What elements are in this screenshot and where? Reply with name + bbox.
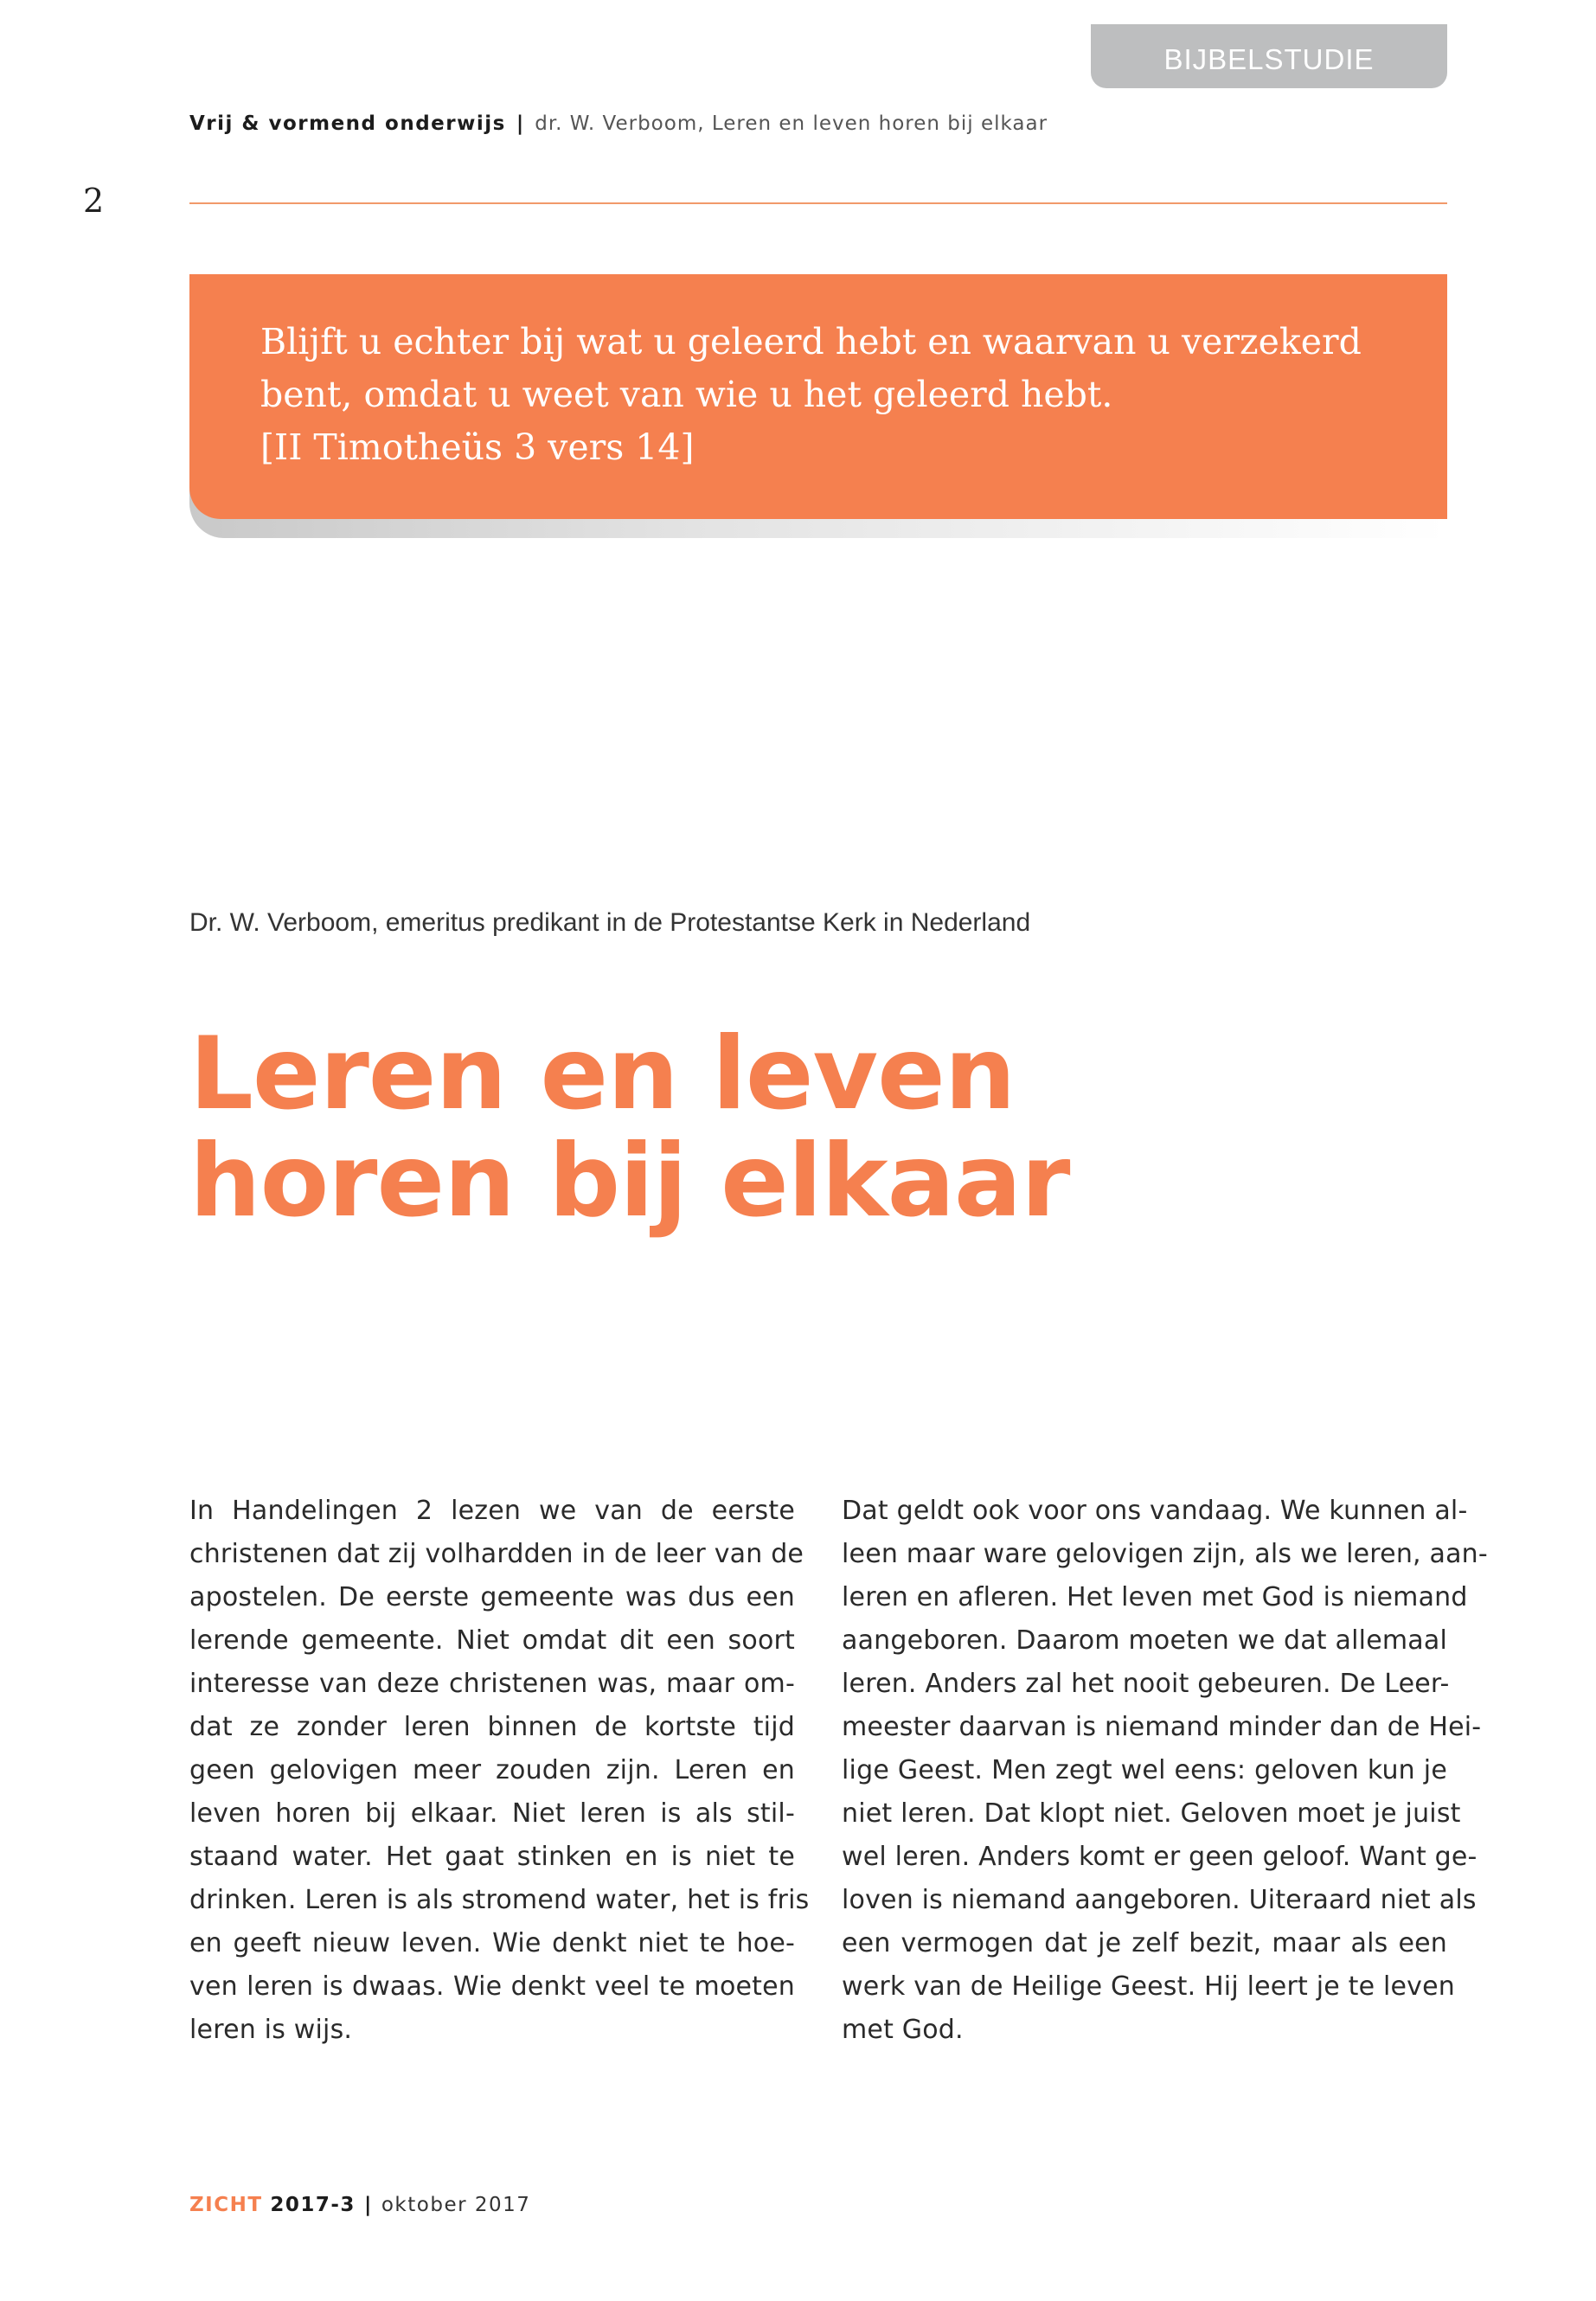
body-line: leven horen bij elkaar. Niet leren is als stil- [189,1798,795,1829]
body-line: niet leren. Dat klopt niet. Geloven moet je juist [842,1798,1461,1829]
issue-date: oktober 2017 [381,2194,531,2216]
body-line: leren is wijs. [189,2015,353,2045]
page-footer [189,2194,530,2216]
author-byline: Dr. W. Verboom, emeritus predikant in de Protestantse Kerk in Nederland [189,908,1031,937]
title-line: Leren en leven [189,1016,1016,1132]
body-line: meester daarvan is niemand minder dan de Hei- [842,1712,1482,1742]
section-tab: BIJBELSTUDIE [1091,24,1447,88]
body-line: interesse van deze christenen was, maar om- [189,1669,795,1699]
body-line: en geeft nieuw leven. Wie denkt niet te hoe- [189,1928,795,1958]
article-title [189,1016,1070,1240]
scripture-quote-box [189,274,1447,519]
title-line: horen bij elkaar [189,1123,1070,1240]
body-line: lerende gemeente. Niet omdat dit een soort [189,1625,795,1656]
scripture-quote [260,316,1376,474]
body-line: apostelen. De eerste gemeente was dus een [189,1582,795,1612]
body-line: aangeboren. Daarom moeten we dat allemaal [842,1625,1447,1656]
body-line: een vermogen dat je zelf bezit, maar als een [842,1928,1447,1958]
body-line: dat ze zonder leren binnen de kortste tijd [189,1712,795,1742]
quote-line: bent, omdat u weet van wie u het geleerd hebt. [260,374,1113,415]
body-line: wel leren. Anders komt er geen geloof. Want ge- [842,1842,1477,1872]
issue-number: 2017-3 [270,2194,356,2216]
quote-line: Blijft u echter bij wat u geleerd hebt en waarvan u verzekerd [260,321,1362,362]
body-line: leen maar ware gelovigen zijn, als we leren, aan- [842,1539,1488,1569]
running-title: dr. W. Verboom, Leren en leven horen bij elkaar [535,112,1048,135]
body-column-right [842,1490,1488,2052]
page-number: 2 [83,182,105,220]
body-line: leren. Anders zal het nooit gebeuren. De Leer- [842,1669,1450,1699]
footer-separator: | [363,2194,373,2216]
body-line: ven leren is dwaas. Wie denkt veel te moeten [189,1971,795,2002]
body-line: geen gelovigen meer zouden zijn. Leren en [189,1755,795,1785]
series-name: Vrij & vormend onderwijs [189,112,506,135]
body-line: Dat geldt ook voor ons vandaag. We kunnen al- [842,1496,1468,1526]
body-line: christenen dat zij volhardden in de leer van de [189,1539,804,1569]
body-line: loven is niemand aangeboren. Uiteraard niet als [842,1885,1477,1915]
header-rule [189,202,1447,204]
body-column-left [189,1490,810,2052]
body-line: lige Geest. Men zegt wel eens: geloven kun je [842,1755,1447,1785]
body-line: drinken. Leren is als stromend water, het is fris [189,1885,810,1915]
body-line: In Handelingen 2 lezen we van de eerste [189,1496,795,1526]
magazine-brand: ZICHT [189,2194,263,2216]
body-line: leren en afleren. Het leven met God is niemand [842,1582,1468,1612]
body-line: staand water. Het gaat stinken en is niet te [189,1842,795,1872]
running-head-separator: | [516,112,525,135]
body-line: werk van de Heilige Geest. Hij leert je te leven [842,1971,1455,2002]
running-head [189,112,1048,135]
quote-reference: [II Timotheüs 3 vers 14] [260,426,695,468]
body-line: met God. [842,2015,964,2045]
